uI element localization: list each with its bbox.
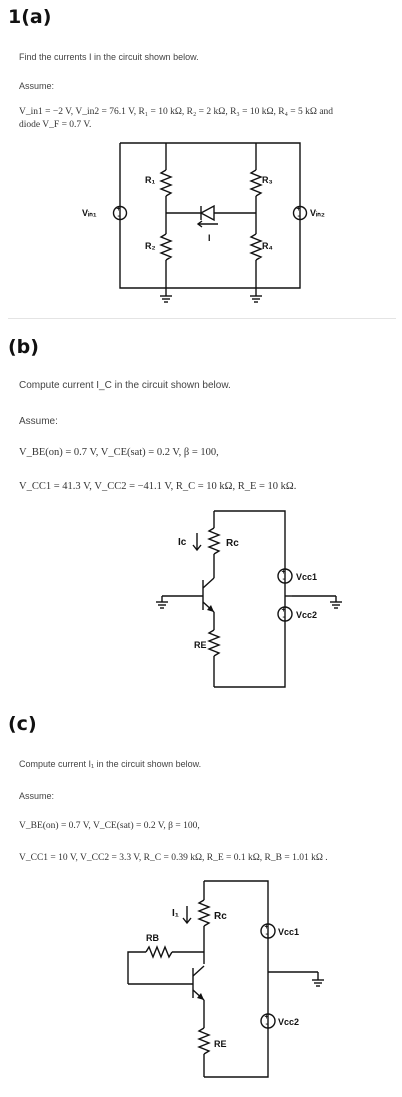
circuit-label: Ic [178, 537, 187, 548]
svg-text:+: + [264, 924, 269, 931]
part-b-given-2: V_CC1 = 41.3 V, V_CC2 = −41.1 V, R_C = 10 kΩ, R_E = 10 kΩ. [19, 481, 297, 492]
part-c-header: (c) [8, 713, 37, 735]
circuit-label: Vcc1 [278, 927, 300, 937]
circuit-label: Vᵢₙ₁ [82, 208, 97, 218]
circuit-label: R₃ [262, 175, 273, 185]
circuit-label: R₄ [262, 241, 273, 251]
part-a-header: 1(a) [8, 6, 52, 28]
circuit-label: I₁ [172, 908, 179, 919]
part-c-given-2: V_CC1 = 10 V, V_CC2 = 3.3 V, R_C = 0.39 kΩ, R_E = 0.1 kΩ, R_B = 1.01 kΩ . [19, 853, 328, 863]
part-b-given-1: V_BE(on) = 0.7 V, V_CE(sat) = 0.2 V, β = 100, [19, 447, 219, 458]
circuit-label: R₁ [145, 175, 156, 185]
part-b-assume: Assume: [19, 416, 58, 427]
svg-text:-: - [117, 213, 120, 220]
circuit-label: Rc [214, 911, 227, 922]
resistor-rb [146, 947, 172, 957]
circuit-label: Vcc2 [296, 610, 318, 620]
part-b-header: (b) [8, 336, 39, 358]
circuit-label: R₂ [145, 241, 156, 251]
resistor-re [199, 1028, 209, 1054]
svg-text:-: - [282, 614, 285, 621]
part-a-assume: Assume: [19, 81, 55, 91]
svg-text:+: + [281, 607, 286, 614]
circuit-label: Vcc1 [296, 572, 318, 582]
svg-text:-: - [265, 931, 268, 938]
part-c-given-1: V_BE(on) = 0.7 V, V_CE(sat) = 0.2 V, β = 100, [19, 821, 200, 831]
svg-text:+: + [116, 206, 121, 213]
svg-text:+: + [281, 569, 286, 576]
circuit-label: Vᵢₙ₂ [310, 208, 325, 218]
circuit-label: RE [194, 640, 207, 650]
part-b-prompt: Compute current I_C in the circuit shown below. [19, 380, 231, 391]
part-c-assume: Assume: [19, 791, 55, 801]
part-c-prompt: Compute current I₁ in the circuit shown below. [19, 759, 202, 769]
svg-text:-: - [265, 1021, 268, 1028]
resistor-rc [199, 900, 209, 926]
circuit-label: Rc [226, 538, 239, 549]
circuit-label: I [208, 233, 211, 243]
svg-text:-: - [297, 213, 300, 220]
part-a-given-2: diode V_F = 0.7 V. [19, 120, 92, 130]
circuit-label: RB [146, 933, 159, 943]
svg-text:+: + [296, 206, 301, 213]
circuit-label: RE [214, 1039, 227, 1049]
circuit-label: Vcc2 [278, 1017, 300, 1027]
part-a-prompt: Find the currents I in the circuit shown below. [19, 52, 199, 62]
svg-text:+: + [264, 1014, 269, 1021]
svg-text:-: - [282, 576, 285, 583]
part-a-given-1: V_in1 = −2 V, V_in2 = 76.1 V, R₁ = 10 kΩ, R₂ = 2 kΩ, R₃ = 10 kΩ, R₄ = 5 kΩ and [19, 107, 334, 117]
